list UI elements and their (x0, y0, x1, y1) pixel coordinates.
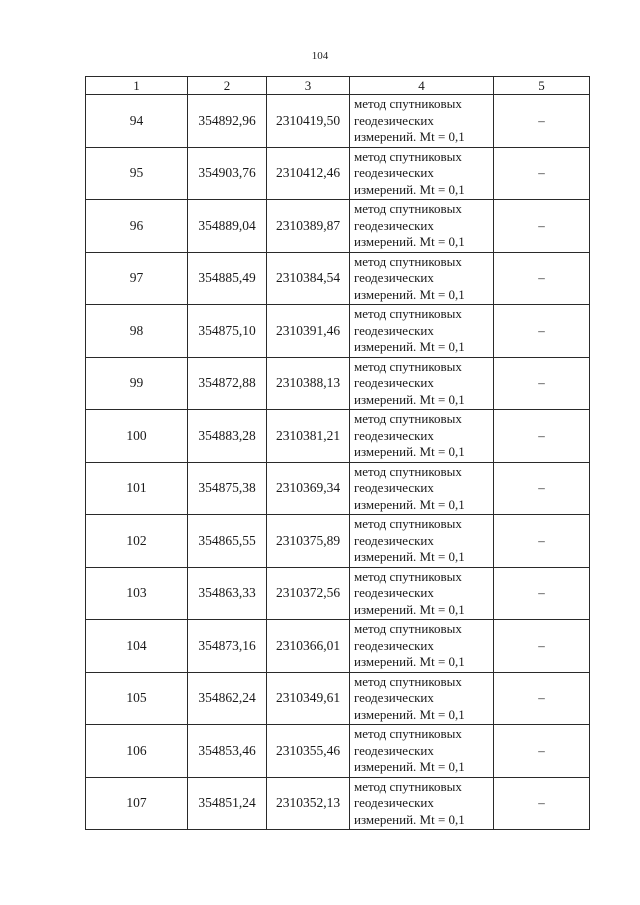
method-line: геодезических (354, 532, 434, 548)
method-line: геодезических (354, 427, 434, 443)
point-number-cell: 101 (86, 462, 188, 515)
y-coordinate-cell: 2310388,13 (267, 357, 350, 410)
y-coordinate-cell: 2310369,34 (267, 462, 350, 515)
method-line: измерений. Mt = 0,1 (354, 601, 465, 617)
table-row (86, 777, 590, 830)
y-coordinate-cell: 2310412,46 (267, 147, 350, 200)
x-coordinate-cell: 354875,10 (188, 305, 267, 358)
table-row (86, 147, 590, 200)
column-header-4: 4 (350, 77, 494, 95)
method-line: геодезических (354, 165, 434, 180)
point-number-cell: 105 (86, 672, 188, 725)
method-line: измерений. Mt = 0,1 (354, 444, 465, 459)
method-line: измерений. Mt = 0,1 (354, 234, 465, 249)
method-line: метод спутниковых (354, 358, 462, 374)
table-row (86, 357, 590, 410)
table-header (86, 77, 590, 95)
method-cell (350, 252, 494, 305)
coordinates-table (85, 76, 590, 830)
y-coordinate-cell: 2310375,89 (267, 515, 350, 568)
table-row (86, 672, 590, 725)
column-5-cell: – (494, 672, 590, 725)
x-coordinate-cell: 354851,24 (188, 777, 267, 830)
method-line: измерений. Mt = 0,1 (354, 811, 465, 827)
point-number-cell: 107 (86, 777, 188, 830)
method-line: геодезических (354, 795, 434, 810)
method-line: метод спутниковых (354, 621, 462, 636)
x-coordinate-cell: 354883,28 (188, 410, 267, 463)
point-number-cell: 104 (86, 620, 188, 673)
point-number-cell: 98 (86, 305, 188, 358)
point-number-cell: 95 (86, 147, 188, 200)
method-line: геодезических (354, 270, 434, 285)
point-number-cell: 97 (86, 252, 188, 305)
column-5-cell: – (494, 462, 590, 515)
method-cell (350, 305, 494, 358)
method-line: метод спутниковых (354, 411, 462, 426)
x-coordinate-cell: 354889,04 (188, 200, 267, 253)
method-line: геодезических (354, 112, 434, 128)
x-coordinate-cell: 354885,49 (188, 252, 267, 305)
column-5-cell: – (494, 95, 590, 148)
method-line: метод спутниковых (354, 148, 462, 164)
method-cell (350, 620, 494, 673)
method-line: измерений. Mt = 0,1 (354, 286, 465, 302)
x-coordinate-cell: 354863,33 (188, 567, 267, 620)
table-row (86, 567, 590, 620)
point-number-cell: 102 (86, 515, 188, 568)
method-line: измерений. Mt = 0,1 (354, 706, 465, 722)
table-row (86, 620, 590, 673)
y-coordinate-cell: 2310391,46 (267, 305, 350, 358)
x-coordinate-cell: 354865,55 (188, 515, 267, 568)
header-row (86, 77, 590, 95)
column-5-cell: – (494, 410, 590, 463)
method-line: метод спутниковых (354, 306, 462, 321)
column-header-5: 5 (494, 77, 590, 95)
method-line: метод спутниковых (354, 463, 462, 479)
column-5-cell: – (494, 725, 590, 778)
point-number-cell: 100 (86, 410, 188, 463)
method-line: метод спутниковых (354, 201, 462, 216)
method-line: измерений. Mt = 0,1 (354, 654, 465, 669)
page-number: 104 (311, 50, 329, 62)
y-coordinate-cell: 2310352,13 (267, 777, 350, 830)
x-coordinate-cell: 354872,88 (188, 357, 267, 410)
column-5-cell: – (494, 200, 590, 253)
method-line: геодезических (354, 375, 434, 390)
table-row (86, 200, 590, 253)
column-5-cell: – (494, 515, 590, 568)
column-5-cell: – (494, 620, 590, 673)
method-line: метод спутниковых (354, 778, 462, 794)
column-header-1: 1 (86, 77, 188, 95)
method-line: измерений. Mt = 0,1 (354, 759, 465, 774)
method-cell (350, 777, 494, 830)
method-line: измерений. Mt = 0,1 (354, 129, 465, 144)
method-line: геодезических (354, 322, 434, 338)
method-cell (350, 462, 494, 515)
column-5-cell: – (494, 252, 590, 305)
y-coordinate-cell: 2310389,87 (267, 200, 350, 253)
table-row (86, 462, 590, 515)
method-cell (350, 410, 494, 463)
method-cell (350, 200, 494, 253)
method-line: метод спутниковых (354, 673, 462, 689)
point-number-cell: 106 (86, 725, 188, 778)
table-row (86, 95, 590, 148)
table-row (86, 410, 590, 463)
method-line: измерений. Mt = 0,1 (354, 549, 465, 564)
x-coordinate-cell: 354892,96 (188, 95, 267, 148)
method-line: метод спутниковых (354, 568, 462, 584)
method-cell (350, 672, 494, 725)
x-coordinate-cell: 354853,46 (188, 725, 267, 778)
method-line: геодезических (354, 585, 434, 600)
y-coordinate-cell: 2310419,50 (267, 95, 350, 148)
point-number-cell: 96 (86, 200, 188, 253)
column-5-cell: – (494, 777, 590, 830)
method-line: измерений. Mt = 0,1 (354, 496, 465, 512)
y-coordinate-cell: 2310355,46 (267, 725, 350, 778)
x-coordinate-cell: 354873,16 (188, 620, 267, 673)
method-line: метод спутниковых (354, 726, 462, 741)
table-body (86, 95, 590, 830)
method-cell (350, 147, 494, 200)
x-coordinate-cell: 354875,38 (188, 462, 267, 515)
point-number-cell: 103 (86, 567, 188, 620)
column-5-cell: – (494, 567, 590, 620)
column-header-2: 2 (188, 77, 267, 95)
table-row (86, 515, 590, 568)
table-row (86, 305, 590, 358)
column-5-cell: – (494, 357, 590, 410)
y-coordinate-cell: 2310372,56 (267, 567, 350, 620)
method-line: геодезических (354, 637, 434, 653)
x-coordinate-cell: 354862,24 (188, 672, 267, 725)
method-cell (350, 357, 494, 410)
y-coordinate-cell: 2310366,01 (267, 620, 350, 673)
method-line: измерений. Mt = 0,1 (354, 391, 465, 407)
y-coordinate-cell: 2310349,61 (267, 672, 350, 725)
method-line: метод спутниковых (354, 253, 462, 269)
column-5-cell: – (494, 147, 590, 200)
y-coordinate-cell: 2310381,21 (267, 410, 350, 463)
column-header-3: 3 (267, 77, 350, 95)
method-line: метод спутниковых (354, 96, 462, 111)
method-line: геодезических (354, 690, 434, 705)
method-cell (350, 95, 494, 148)
table-row (86, 252, 590, 305)
method-cell (350, 515, 494, 568)
method-line: метод спутниковых (354, 516, 462, 531)
point-number-cell: 94 (86, 95, 188, 148)
point-number-cell: 99 (86, 357, 188, 410)
x-coordinate-cell: 354903,76 (188, 147, 267, 200)
method-line: измерений. Mt = 0,1 (354, 339, 465, 354)
method-cell (350, 567, 494, 620)
method-line: геодезических (354, 480, 434, 495)
method-line: измерений. Mt = 0,1 (354, 181, 465, 197)
table-row (86, 725, 590, 778)
method-cell (350, 725, 494, 778)
method-line: геодезических (354, 217, 434, 233)
y-coordinate-cell: 2310384,54 (267, 252, 350, 305)
method-line: геодезических (354, 742, 434, 758)
column-5-cell: – (494, 305, 590, 358)
